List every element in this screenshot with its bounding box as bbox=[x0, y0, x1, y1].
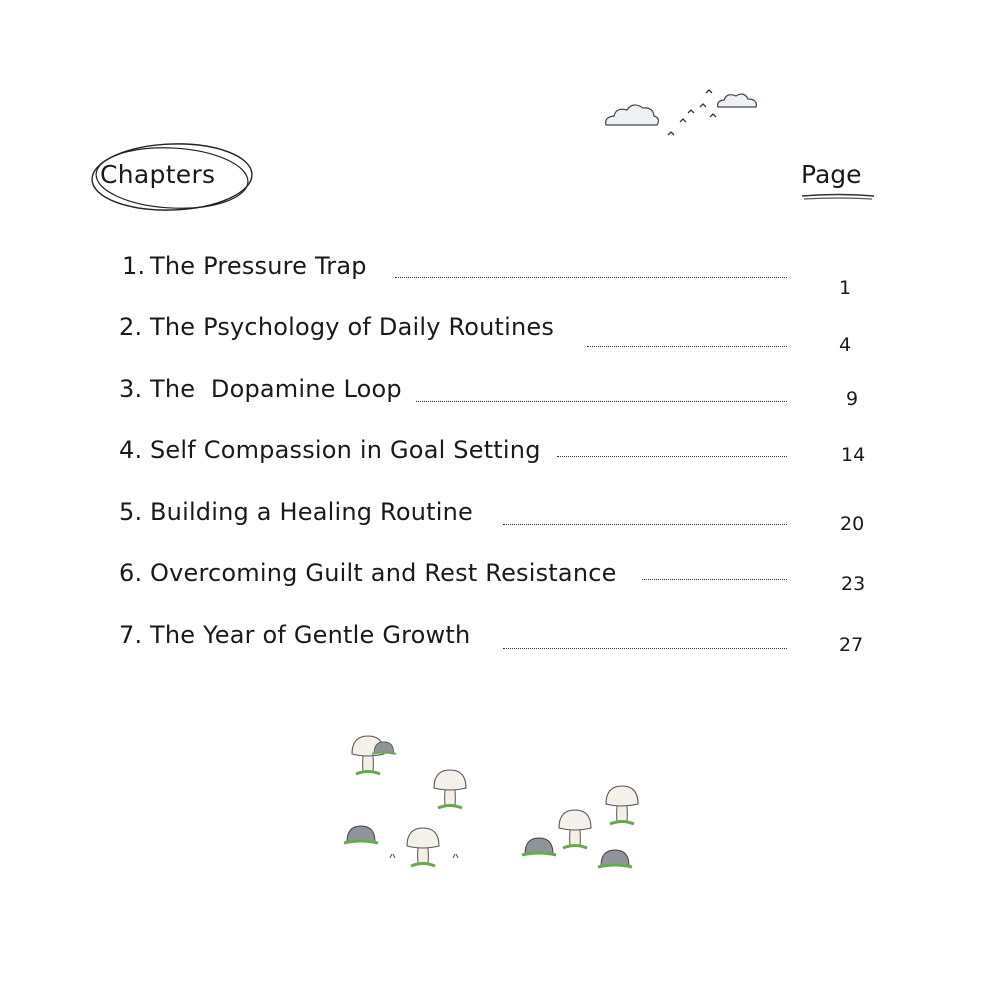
clouds-birds-illustration bbox=[600, 85, 770, 145]
mushrooms-illustration bbox=[335, 730, 655, 880]
mushroom-icon bbox=[407, 828, 439, 866]
toc-page-number: 9 bbox=[846, 388, 859, 410]
toc-page-number: 4 bbox=[839, 334, 852, 356]
toc-leader-dots bbox=[642, 579, 787, 580]
toc-number: 2. bbox=[119, 313, 143, 341]
page-heading: Page bbox=[801, 160, 862, 189]
toc-leader-dots bbox=[587, 346, 787, 347]
bird-icon bbox=[668, 90, 716, 135]
mushroom-icon bbox=[606, 786, 638, 824]
toc-page-number: 1 bbox=[839, 277, 852, 299]
page-heading-underline bbox=[800, 190, 876, 204]
toc-title: Overcoming Guilt and Rest Resistance bbox=[150, 559, 617, 587]
chapters-heading: Chapters bbox=[100, 160, 216, 189]
mushroom-icon bbox=[434, 770, 466, 808]
toc-title: The Year of Gentle Growth bbox=[150, 621, 471, 649]
toc-title: The Psychology of Daily Routines bbox=[150, 313, 555, 341]
mushroom-icon bbox=[352, 736, 384, 774]
toc-number: 4. bbox=[119, 436, 143, 464]
toc-number: 7. bbox=[119, 621, 143, 649]
toc-title: Self Compassion in Goal Setting bbox=[150, 436, 541, 464]
toc-number: 3. bbox=[119, 375, 143, 403]
toc-leader-dots bbox=[416, 401, 787, 402]
toc-page-number: 23 bbox=[841, 573, 866, 595]
toc-page-number: 27 bbox=[839, 634, 864, 656]
toc-title: The Dopamine Loop bbox=[150, 375, 402, 403]
toc-title: The Pressure Trap bbox=[150, 252, 367, 280]
stone-icon bbox=[344, 826, 378, 843]
toc-page-number: 14 bbox=[841, 444, 866, 466]
stone-icon bbox=[522, 838, 556, 855]
toc-page-number: 20 bbox=[840, 513, 865, 535]
cloud-icon bbox=[606, 105, 659, 125]
toc-title: Building a Healing Routine bbox=[150, 498, 474, 526]
toc-leader-dots bbox=[503, 524, 787, 525]
toc-leader-dots bbox=[395, 277, 787, 278]
stone-icon bbox=[598, 850, 632, 867]
toc-leader-dots bbox=[503, 648, 787, 649]
mushroom-icon bbox=[559, 810, 591, 848]
toc-number: 5. bbox=[119, 498, 143, 526]
toc-number: 6. bbox=[119, 559, 143, 587]
toc-leader-dots bbox=[557, 456, 787, 457]
toc-number: 1. bbox=[122, 252, 146, 280]
cloud-icon bbox=[718, 94, 757, 107]
